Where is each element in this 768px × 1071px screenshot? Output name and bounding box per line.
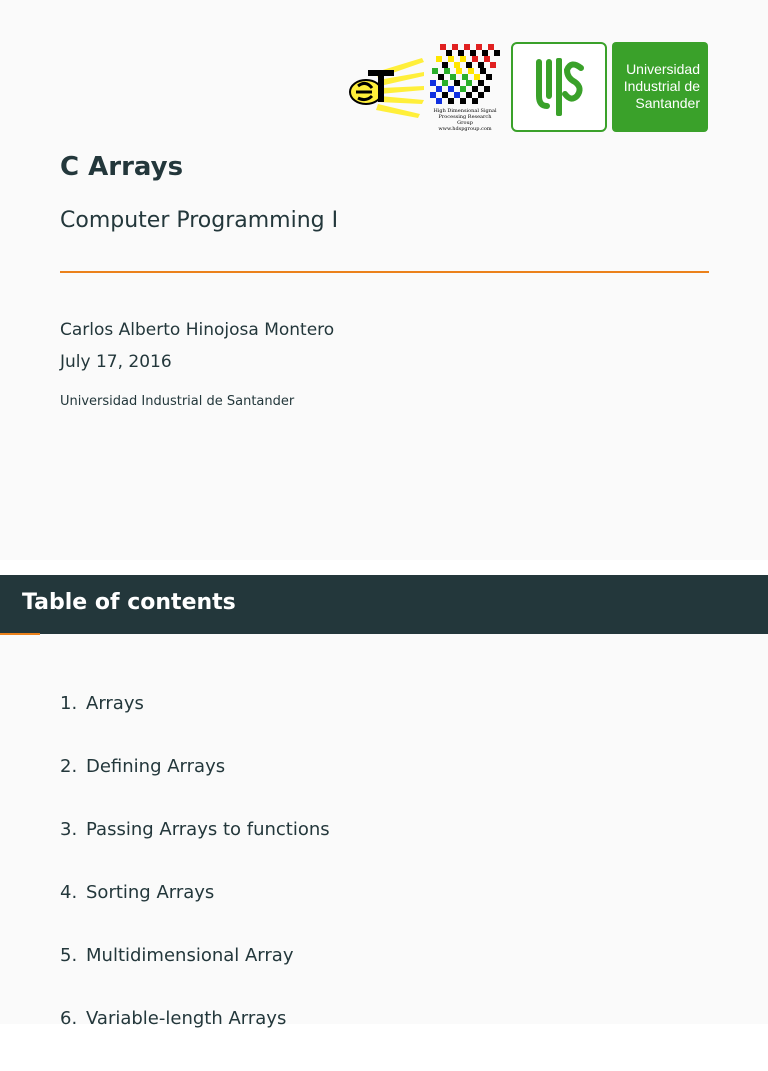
hdsp-caption-line: Processing Research Group <box>438 114 492 126</box>
toc-item-number: 4. <box>60 882 78 903</box>
frame-title: Table of contents <box>22 590 236 615</box>
frame-title-progress <box>0 633 40 635</box>
hdsp-caption-line: High Dimensional Signal <box>433 108 497 114</box>
uis-emblem-icon <box>529 54 589 120</box>
uis-wordmark-line: Santander <box>635 95 700 111</box>
presentation-subtitle: Computer Programming I <box>60 208 339 233</box>
hdsp-logo <box>430 44 500 132</box>
author-name: Carlos Alberto Hinojosa Montero <box>60 320 335 340</box>
toc-item[interactable] <box>60 819 330 882</box>
toc-item-number: 3. <box>60 819 78 840</box>
presentation-title: C Arrays <box>60 152 184 182</box>
toc-item-number: 1. <box>60 693 78 714</box>
title-divider <box>60 271 709 273</box>
toc-item[interactable] <box>60 1008 330 1071</box>
toc-item[interactable] <box>60 945 330 1008</box>
toc-item-label: Passing Arrays to functions <box>86 819 330 840</box>
toc-item[interactable] <box>60 693 330 756</box>
presentation-date: July 17, 2016 <box>60 352 172 372</box>
toc-item[interactable] <box>60 882 330 945</box>
toc-item-label: Multidimensional Array <box>86 945 294 966</box>
toc-item-number: 5. <box>60 945 78 966</box>
institute-name: Universidad Industrial de Santander <box>60 394 295 409</box>
toc-item[interactable] <box>60 756 330 819</box>
uis-wordmark-line: Universidad <box>626 61 700 77</box>
uis-wordmark-line: Industrial de <box>623 78 700 94</box>
toc-item-label: Sorting Arrays <box>86 882 215 903</box>
frame-title-bar <box>0 575 768 634</box>
hdsp-caption-line: www.hdspgroup.com <box>438 126 492 132</box>
toc-item-label: Defining Arrays <box>86 756 226 777</box>
hdsp-grid-icon <box>430 44 500 106</box>
uis-emblem <box>511 42 607 132</box>
hdsp-caption <box>430 108 500 132</box>
toc-item-number: 2. <box>60 756 78 777</box>
toc-item-number: 6. <box>60 1008 78 1029</box>
uis-wordmark <box>612 42 708 132</box>
toc-item-label: Variable-length Arrays <box>86 1008 287 1029</box>
et-logo-icon <box>346 50 426 120</box>
logo-bar <box>346 42 710 134</box>
toc-slide <box>0 575 768 1029</box>
toc-item-label: Arrays <box>86 693 144 714</box>
toc-list <box>60 693 330 1071</box>
